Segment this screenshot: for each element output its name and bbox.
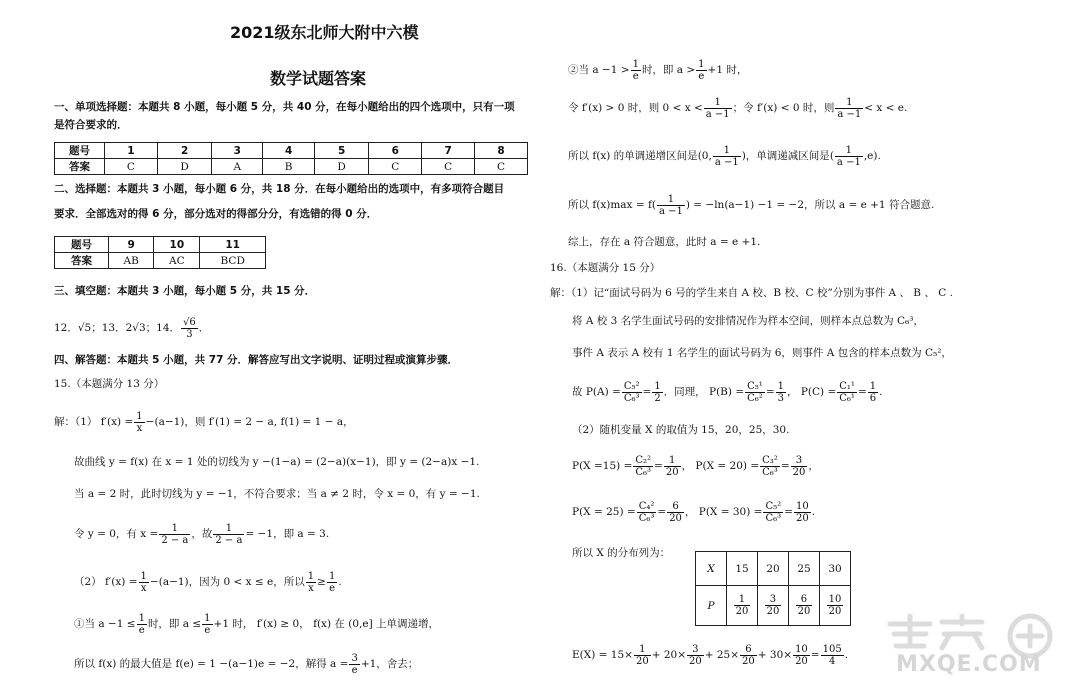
- answer-cell: AC: [154, 253, 200, 269]
- text: −(a−1)，则 f′(1) = 2 − a, f(1) = 1 − a，: [145, 416, 354, 428]
- text: ．: [198, 322, 210, 334]
- text: P(X = 25) =: [572, 506, 636, 518]
- numerator: 1: [664, 455, 681, 467]
- part1-heading: 一、单项选择题：本题共 8 小题，每小题 5 分，共 40 分，在每小题给出的四个选项中，只有一项: [54, 101, 515, 113]
- numerator: 1: [634, 644, 651, 656]
- denominator: 20: [795, 512, 809, 524]
- row-label: 题号: [55, 143, 105, 159]
- numerator: 1: [213, 523, 244, 535]
- text: ，故: [191, 528, 213, 540]
- numerator: 1: [835, 97, 863, 109]
- q15-label: 15.（本题满分 13 分）: [54, 378, 165, 390]
- denominator: 20: [665, 466, 679, 478]
- table-row: [696, 552, 851, 586]
- text: .: [844, 649, 849, 661]
- row-label: P: [696, 586, 727, 626]
- text: (0,: [697, 150, 712, 162]
- fraction: [657, 194, 685, 217]
- text: ，: [808, 460, 819, 472]
- numerator: C₅¹: [747, 380, 763, 392]
- answer-cell: D: [314, 159, 368, 175]
- question-number: 6: [369, 143, 422, 159]
- fraction: [794, 501, 811, 524]
- denominator: e: [204, 624, 211, 636]
- part2-answer-table: [54, 236, 266, 269]
- denominator: 4: [828, 655, 836, 667]
- numerator: 10: [795, 643, 808, 655]
- denominator: e: [351, 664, 358, 676]
- numerator: 1: [777, 380, 784, 392]
- table-row: [55, 237, 266, 253]
- text: ， P(C) =: [787, 386, 837, 398]
- denominator: 3: [186, 328, 193, 340]
- numerator: 1: [159, 523, 190, 535]
- q15r-line-2: [568, 96, 907, 120]
- denominator: C₆³: [762, 466, 778, 478]
- numerator: 1: [632, 58, 639, 70]
- fraction: [181, 317, 198, 340]
- text: +1 时， f′(x) ≥ 0， f(x) 在 (0,e] 上单调递增，: [213, 618, 440, 630]
- fraction: [634, 644, 651, 667]
- text: )，单调递减区间是: [741, 150, 830, 162]
- denominator: 2 − a: [161, 534, 189, 546]
- denominator: C₆³: [635, 466, 652, 478]
- text: +1 时，: [707, 64, 748, 76]
- question-number: 5: [314, 143, 368, 159]
- numerator: √6: [183, 316, 196, 328]
- numerator: 1: [869, 380, 877, 392]
- question-number: 3: [212, 143, 263, 159]
- text: + 30×: [757, 649, 793, 661]
- fill-answers: 12．√5；13．2√3；14．: [54, 322, 181, 334]
- numerator: 1: [204, 612, 211, 624]
- fraction: [713, 145, 741, 168]
- denominator: 20: [766, 606, 780, 617]
- part3-answers: [54, 316, 209, 340]
- denominator: x: [308, 582, 314, 594]
- fraction: [159, 523, 190, 546]
- numerator: 10: [828, 594, 842, 605]
- part3-heading: 三、填空题：本题共 3 小题，每小题 5 分，共 15 分．: [54, 285, 316, 297]
- text: ；令 f′(x) < 0 时，则: [732, 102, 835, 114]
- text: =: [780, 460, 790, 472]
- text: =: [810, 649, 820, 661]
- fraction: [637, 501, 657, 524]
- row-label: 题号: [55, 237, 109, 253]
- q15-line-6: [74, 612, 439, 636]
- doc-title: 2021级东北师大附中六模: [230, 23, 419, 42]
- part1-answer-table: [54, 142, 528, 175]
- text: ②当 a −1 >: [568, 64, 630, 76]
- denominator: 2: [654, 392, 661, 404]
- text: + 25×: [704, 649, 740, 661]
- fraction: [760, 455, 780, 478]
- fraction: [139, 571, 149, 594]
- q15-line-3: 当 a = 2 时，此时切线为 y = −1，不符合要求；当 a ≠ 2 时，令 x = 0，有 y = −1.: [74, 488, 480, 500]
- denominator: 2 − a: [215, 534, 243, 546]
- q15-line-1: [54, 410, 354, 434]
- text: 所以 f(x) 的单调递增区间是: [568, 150, 698, 162]
- denominator: a −1: [836, 156, 861, 168]
- text: 时，即 a ≤: [147, 618, 202, 630]
- denominator: C₆²: [747, 392, 763, 404]
- denominator: 20: [689, 655, 702, 667]
- text: + 20×: [651, 649, 686, 661]
- fraction: [664, 455, 681, 478]
- table-row: [55, 143, 528, 159]
- q15r-line-1: [568, 58, 747, 82]
- q16-line-5: （2）随机变量 X 的取值为 15，20，25，30.: [572, 424, 790, 436]
- left-column: [50, 0, 530, 690]
- p-value: [820, 586, 851, 626]
- fraction: [134, 411, 144, 434]
- denominator: e: [698, 70, 705, 82]
- text: ．同理， P(B) =: [663, 386, 745, 398]
- text: E(X) = 15×: [572, 649, 633, 661]
- text: ≥: [317, 576, 326, 588]
- part2-heading-2: 要求．全部选对的得 6 分，部分选对的得部分分，有选错的得 0 分．: [54, 208, 378, 220]
- denominator: 20: [735, 606, 749, 617]
- numerator: 1: [734, 594, 751, 606]
- text: ) = −ln(a−1) −1 = −2，所以 a = e +1 符合题意.: [685, 199, 935, 211]
- answer-cell: AB: [109, 253, 154, 269]
- text: 解：（1） f′(x) =: [54, 416, 134, 428]
- q15-line-4: [74, 522, 329, 546]
- fraction: [327, 571, 337, 594]
- watermark-text: MXQE.COM: [896, 652, 1042, 677]
- text: 令 y = 0，有 x =: [74, 528, 159, 540]
- q15-line-2: 故曲线 y = f(x) 在 x = 1 处的切线为 y −(1−a) = (2−a)(x−1)，即 y = (2−a)x −1.: [74, 456, 480, 468]
- numerator: 1: [713, 145, 741, 157]
- row-label: 答案: [55, 159, 105, 175]
- text: .: [811, 506, 816, 518]
- q16-line-3: 事件 A 表示 A 校有 1 名学生的面试号码为 6，则事件 A 包含的样本点数为 C₅²，: [572, 347, 952, 359]
- denominator: e: [138, 624, 145, 636]
- fraction: [835, 97, 863, 120]
- numerator: 1: [140, 570, 147, 582]
- numerator: 1: [698, 58, 705, 70]
- part1-heading-2: 是符合要求的．: [54, 119, 128, 131]
- numerator: 6: [796, 594, 813, 606]
- denominator: 6: [869, 392, 877, 404]
- question-number: 9: [109, 237, 154, 253]
- numerator: 1: [835, 145, 863, 157]
- text: 令 f′(x) > 0 时，则 0 < x <: [568, 102, 703, 114]
- q16-line-1: 解：（1）记“面试号码为 6 号的学生来自 A 校、B 校、C 校”分别为事件 A 、 B 、 C .: [550, 287, 953, 299]
- text: ， P(X = 20) =: [681, 460, 760, 472]
- denominator: C₆³: [623, 392, 640, 404]
- row-label: X: [696, 552, 727, 586]
- numerator: 6: [667, 501, 684, 513]
- q16-line-2: 将 A 校 3 名学生面试号码的安排情况作为样本空间，则样本点总数为 C₆³，: [572, 315, 924, 327]
- denominator: 20: [669, 512, 682, 524]
- numerator: 3: [687, 644, 704, 656]
- denominator: C₆¹: [839, 392, 855, 404]
- q16-line-8: 所以 X 的分布列为：: [572, 547, 671, 559]
- answer-cell: C: [475, 159, 528, 175]
- doc-subtitle: 数学试题答案: [270, 69, 367, 88]
- numerator: C₄²: [638, 500, 655, 512]
- numerator: 3: [351, 652, 358, 664]
- q15-line-7: [74, 652, 418, 676]
- part4-heading: 四、解答题：本题共 5 小题，共 77 分．解答应写出文字说明、证明过程或演算步骤．: [54, 354, 459, 366]
- text: =: [654, 460, 663, 472]
- q15r-line-3: [568, 144, 881, 168]
- denominator: a −1: [658, 205, 683, 217]
- question-number: 1: [105, 143, 158, 159]
- denominator: a −1: [837, 108, 862, 120]
- numerator: 1: [704, 97, 732, 109]
- numerator: 6: [740, 644, 757, 656]
- text: −(a−1)，因为 0 < x ≤ e，所以: [149, 576, 305, 588]
- question-number: 4: [263, 143, 315, 159]
- denominator: 20: [828, 606, 842, 617]
- denominator: 20: [795, 655, 808, 667]
- p-value: [758, 586, 789, 626]
- q15r-line-5: 综上，存在 a 符合题意，此时 a = e +1.: [568, 236, 761, 248]
- fraction: [763, 501, 783, 524]
- fraction: [745, 381, 765, 404]
- answer-cell: C: [105, 159, 158, 175]
- q15-line-5: [74, 570, 342, 594]
- fraction: [622, 381, 642, 404]
- text: +1，舍去；: [360, 658, 419, 670]
- text: =: [857, 386, 867, 398]
- numerator: 1: [328, 570, 336, 582]
- answer-cell: C: [422, 159, 475, 175]
- denominator: C₆³: [765, 512, 782, 524]
- denominator: e: [329, 582, 336, 594]
- fraction: [868, 381, 878, 404]
- fraction: [633, 455, 653, 478]
- q16-line-9: [572, 643, 848, 667]
- text: 故 P(A) =: [572, 386, 621, 398]
- x-value: 20: [758, 552, 789, 586]
- p-value: [789, 586, 820, 626]
- fraction: [837, 381, 857, 404]
- table-row: [55, 253, 266, 269]
- denominator: C₆³: [638, 512, 655, 524]
- numerator: C₂²: [635, 454, 652, 466]
- table-row: [696, 586, 851, 626]
- fraction: [687, 644, 704, 667]
- text: = −1，即 a = 3.: [245, 528, 330, 540]
- numerator: C₁¹: [839, 380, 855, 392]
- numerator: 3: [791, 455, 808, 467]
- q15r-line-4: [568, 193, 934, 217]
- numerator: 1: [657, 194, 685, 206]
- fraction: [213, 523, 244, 546]
- numerator: 10: [795, 500, 809, 512]
- numerator: 3: [765, 594, 782, 606]
- answer-cell: B: [263, 159, 315, 175]
- fraction: [835, 145, 863, 168]
- question-number: 7: [422, 143, 475, 159]
- numerator: C₃²: [762, 454, 778, 466]
- numerator: C₅²: [765, 500, 782, 512]
- question-number: 8: [475, 143, 528, 159]
- denominator: 20: [797, 606, 811, 617]
- fraction: [791, 455, 808, 478]
- denominator: 3: [777, 392, 784, 404]
- text: 所以 f(x)max = f(: [568, 199, 656, 211]
- answer-cell: A: [212, 159, 263, 175]
- fraction: [631, 59, 641, 82]
- denominator: x: [140, 582, 147, 594]
- row-label: 答案: [55, 253, 109, 269]
- denominator: 20: [742, 655, 755, 667]
- denominator: a −1: [714, 156, 739, 168]
- fraction: [306, 571, 316, 594]
- denominator: 20: [792, 466, 806, 478]
- fraction: [349, 653, 359, 676]
- text: ①当 a −1 ≤: [74, 618, 136, 630]
- numerator: 105: [822, 643, 842, 655]
- answer-cell: C: [369, 159, 422, 175]
- denominator: 20: [635, 655, 649, 667]
- right-column: [550, 0, 1050, 690]
- text: 时，即 a >: [641, 64, 696, 76]
- x-value: 25: [789, 552, 820, 586]
- text: =: [784, 506, 793, 518]
- fraction: [137, 613, 147, 636]
- fraction: [740, 644, 757, 667]
- fraction: [821, 644, 844, 667]
- numerator: 1: [307, 570, 315, 582]
- fraction: [202, 613, 212, 636]
- text: 所以 f(x) 的最大值是 f(e) = 1 −(a−1)e = −2，解得 a =: [74, 658, 349, 670]
- question-number: 11: [200, 237, 266, 253]
- text: < x < e.: [864, 102, 908, 114]
- distribution-table: [695, 551, 851, 626]
- q16-line-6: [572, 454, 819, 478]
- numerator: C₅²: [623, 380, 640, 392]
- fraction: [696, 59, 706, 82]
- text: P(X =15) =: [572, 460, 633, 472]
- numerator: 1: [138, 612, 145, 624]
- text: (: [829, 150, 834, 162]
- q16-line-4: [572, 380, 882, 404]
- p-value: [727, 586, 758, 626]
- text: ,e).: [863, 150, 881, 162]
- x-value: 15: [727, 552, 758, 586]
- text: ， P(X = 30) =: [684, 506, 763, 518]
- text: .: [879, 386, 883, 398]
- x-value: 30: [820, 552, 851, 586]
- question-number: 2: [157, 143, 211, 159]
- fraction: [704, 97, 732, 120]
- text: =: [765, 386, 775, 398]
- table-row: [55, 159, 528, 175]
- numerator: 1: [136, 410, 143, 422]
- text: （2） f′(x) =: [74, 576, 138, 588]
- text: =: [657, 506, 667, 518]
- answer-cell: D: [157, 159, 211, 175]
- question-number: 10: [154, 237, 200, 253]
- text: .: [338, 576, 342, 588]
- fraction: [793, 644, 810, 667]
- q16-label: 16.（本题满分 15 分）: [550, 262, 661, 274]
- fraction: [667, 501, 684, 524]
- fraction: [652, 381, 662, 404]
- text: =: [642, 386, 652, 398]
- numerator: 1: [654, 380, 661, 392]
- denominator: x: [136, 422, 143, 434]
- part2-heading: 二、选择题：本题共 3 小题，每小题 6 分，共 18 分．在每小题给出的选项中，有多项符合题目: [54, 183, 505, 195]
- fraction: [776, 381, 786, 404]
- denominator: e: [632, 70, 639, 82]
- q16-line-7: [572, 500, 815, 524]
- answer-cell: BCD: [200, 253, 266, 269]
- denominator: a −1: [705, 108, 730, 120]
